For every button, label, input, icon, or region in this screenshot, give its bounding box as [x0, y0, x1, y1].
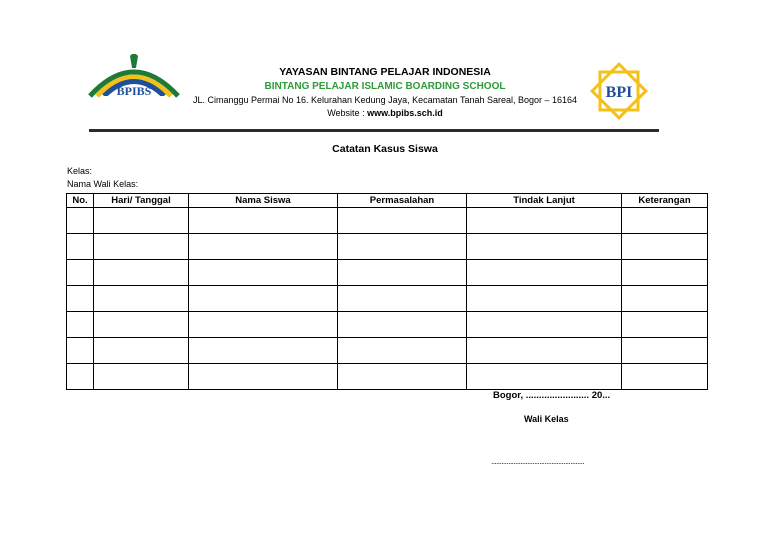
table-cell[interactable] — [622, 208, 708, 234]
table-cell[interactable] — [467, 338, 622, 364]
column-header-no: No. — [67, 194, 94, 208]
table-cell[interactable] — [94, 260, 189, 286]
table-cell[interactable] — [189, 260, 338, 286]
table-cell[interactable] — [467, 260, 622, 286]
table-cell[interactable] — [67, 234, 94, 260]
table-cell[interactable] — [189, 364, 338, 390]
table-cell[interactable] — [189, 338, 338, 364]
table-cell[interactable] — [67, 312, 94, 338]
table-cell[interactable] — [67, 208, 94, 234]
table-cell[interactable] — [338, 208, 467, 234]
table-cell[interactable] — [622, 286, 708, 312]
table-row — [67, 364, 708, 390]
table-header-row — [67, 194, 708, 208]
table-cell[interactable] — [338, 338, 467, 364]
organization-name: YAYASAN BINTANG PELAJAR INDONESIA — [279, 66, 491, 78]
table-row — [67, 286, 708, 312]
table-cell[interactable] — [622, 312, 708, 338]
table-cell[interactable] — [622, 338, 708, 364]
bpi-logo — [588, 60, 650, 122]
table-cell[interactable] — [94, 286, 189, 312]
table-cell[interactable] — [467, 312, 622, 338]
table-cell[interactable] — [338, 260, 467, 286]
column-header-notes: Keterangan — [622, 194, 708, 208]
table-row — [67, 260, 708, 286]
website-label: Website : — [327, 108, 368, 118]
svg-text:BPIBS: BPIBS — [116, 84, 152, 98]
table-cell[interactable] — [467, 286, 622, 312]
table-row — [67, 234, 708, 260]
table-row — [67, 208, 708, 234]
table-cell[interactable] — [622, 260, 708, 286]
table-cell[interactable] — [467, 364, 622, 390]
website-url: www.bpibs.sch.id — [367, 108, 443, 118]
column-header-student-name: Nama Siswa — [189, 194, 338, 208]
table-cell[interactable] — [189, 208, 338, 234]
school-name: BINTANG PELAJAR ISLAMIC BOARDING SCHOOL — [264, 81, 506, 92]
table-cell[interactable] — [338, 312, 467, 338]
table-cell[interactable] — [338, 286, 467, 312]
column-header-date: Hari/ Tanggal — [94, 194, 189, 208]
document-title: Catatan Kasus Siswa — [332, 143, 438, 155]
column-header-problem: Permasalahan — [338, 194, 467, 208]
table-cell[interactable] — [338, 364, 467, 390]
table-cell[interactable] — [622, 234, 708, 260]
homeroom-teacher-field-label: Nama Wali Kelas: — [67, 179, 139, 189]
bpibs-logo — [84, 54, 184, 106]
website-line — [185, 108, 585, 118]
table-row — [67, 312, 708, 338]
class-field-label: Kelas: — [67, 166, 93, 176]
table-cell[interactable] — [467, 208, 622, 234]
table-cell[interactable] — [67, 338, 94, 364]
signature-role: Wali Kelas — [524, 414, 569, 424]
table-cell[interactable] — [67, 286, 94, 312]
school-address: JL. Cimanggu Permai No 16. Kelurahan Kedung Jaya, Kecamatan Tanah Sareal, Bogor – 16164 — [192, 95, 578, 105]
table-cell[interactable] — [467, 234, 622, 260]
signature-place-date: Bogor, ........................ 20... — [493, 390, 611, 401]
table-cell[interactable] — [94, 312, 189, 338]
table-cell[interactable] — [67, 364, 94, 390]
table-cell[interactable] — [189, 286, 338, 312]
table-cell[interactable] — [94, 364, 189, 390]
table-cell[interactable] — [94, 338, 189, 364]
table-cell[interactable] — [94, 234, 189, 260]
case-record-table — [66, 193, 708, 390]
table-row — [67, 338, 708, 364]
header-divider — [89, 129, 659, 132]
svg-text:BPI: BPI — [605, 84, 633, 101]
table-cell[interactable] — [189, 234, 338, 260]
column-header-follow-up: Tindak Lanjut — [467, 194, 622, 208]
table-cell[interactable] — [338, 234, 467, 260]
table-cell[interactable] — [94, 208, 189, 234]
table-cell[interactable] — [189, 312, 338, 338]
table-cell[interactable] — [67, 260, 94, 286]
signature-line: ...................................................... — [491, 457, 585, 466]
table-cell[interactable] — [622, 364, 708, 390]
